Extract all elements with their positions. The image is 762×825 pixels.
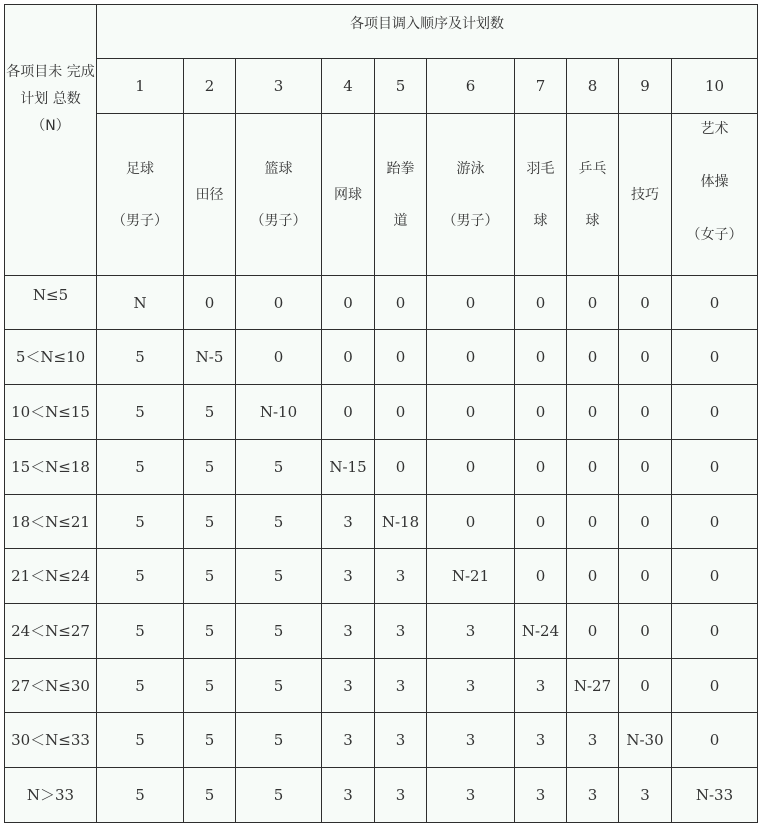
sport-name-line: （男子） xyxy=(250,212,307,229)
cell-value: 0 xyxy=(587,567,598,585)
sport-name-cell xyxy=(375,114,427,276)
value-cell xyxy=(184,713,236,768)
cell-value: 0 xyxy=(465,293,476,312)
cell-value: 0 xyxy=(343,348,353,366)
cell-value: 3 xyxy=(343,512,353,531)
value-cell xyxy=(97,385,184,440)
cell-value: 0 xyxy=(640,676,650,695)
sport-name-cell xyxy=(515,114,567,276)
cell-value: 0 xyxy=(395,458,406,476)
value-cell xyxy=(567,330,619,385)
value-cell xyxy=(236,440,322,495)
value-cell xyxy=(567,549,619,604)
value-cell xyxy=(236,549,322,604)
cell-value: 5 xyxy=(135,786,145,804)
value-cell xyxy=(672,659,758,713)
cell-value: 0 xyxy=(395,293,406,312)
cell-value: 0 xyxy=(587,512,598,531)
header-row-columns xyxy=(5,59,758,114)
cell-value: 0 xyxy=(640,512,650,531)
cell-value: 0 xyxy=(640,348,650,366)
cell-value: 5 xyxy=(273,458,284,476)
value-cell xyxy=(515,713,567,768)
cell-value: 5 xyxy=(273,567,284,585)
value-cell xyxy=(322,659,375,713)
cell-value: 0 xyxy=(709,458,720,476)
value-cell xyxy=(672,276,758,330)
value-cell xyxy=(567,713,619,768)
value-cell xyxy=(619,276,672,330)
value-cell xyxy=(515,330,567,385)
sport-name-cell xyxy=(427,114,515,276)
cell-value: 3 xyxy=(343,567,353,585)
value-cell xyxy=(184,276,236,330)
value-cell xyxy=(672,495,758,549)
column-number-cell xyxy=(515,59,567,114)
table-row xyxy=(5,276,758,330)
table-row xyxy=(5,440,758,495)
value-cell xyxy=(322,713,375,768)
sport-name-line: 技巧 xyxy=(631,186,659,203)
column-number-cell xyxy=(672,59,758,114)
column-number-cell xyxy=(322,59,375,114)
cell-value: 0 xyxy=(395,348,406,366)
cell-value: 5 xyxy=(273,786,284,804)
cell-value: 5 xyxy=(204,567,215,585)
cell-value: 3 xyxy=(343,622,353,640)
value-cell xyxy=(619,549,672,604)
value-cell xyxy=(515,276,567,330)
range-label: N＞33 xyxy=(26,786,75,804)
cell-value: 5 xyxy=(204,458,215,476)
cell-value: 0 xyxy=(587,458,598,476)
sport-name-line: 球 xyxy=(585,212,600,229)
column-number: 2 xyxy=(204,77,215,95)
cell-value: 3 xyxy=(395,786,406,804)
value-cell xyxy=(515,768,567,823)
top-header-title: 各项目调入顺序及计划数 xyxy=(350,16,504,32)
sport-name-cell xyxy=(97,114,184,276)
value-cell xyxy=(515,659,567,713)
value-cell xyxy=(97,330,184,385)
value-cell xyxy=(567,385,619,440)
value-cell xyxy=(619,604,672,659)
value-cell xyxy=(672,440,758,495)
cell-value: 0 xyxy=(465,458,476,476)
sport-name-line: 足球 xyxy=(126,160,154,177)
sport-name-line: （男子） xyxy=(112,212,168,229)
range-cell xyxy=(5,768,97,823)
cell-value: 0 xyxy=(535,512,546,531)
range-cell xyxy=(5,713,97,768)
column-number: 10 xyxy=(704,77,725,95)
value-cell xyxy=(97,604,184,659)
value-cell xyxy=(322,495,375,549)
cell-value: 3 xyxy=(640,786,650,804)
sport-name-line: 篮球 xyxy=(264,160,293,177)
value-cell xyxy=(322,768,375,823)
cell-value: 5 xyxy=(135,348,145,366)
value-cell xyxy=(322,549,375,604)
cell-value: 3 xyxy=(343,786,353,804)
value-cell xyxy=(236,604,322,659)
value-cell xyxy=(672,604,758,659)
cell-value: N-30 xyxy=(626,731,664,749)
value-cell xyxy=(375,768,427,823)
allocation-table xyxy=(4,4,758,823)
value-cell xyxy=(515,604,567,659)
cell-value: 5 xyxy=(135,512,145,531)
table-row xyxy=(5,385,758,440)
value-cell xyxy=(427,276,515,330)
value-cell xyxy=(427,549,515,604)
cell-value: N-27 xyxy=(573,676,612,695)
value-cell xyxy=(97,549,184,604)
range-cell xyxy=(5,440,97,495)
cell-value: 0 xyxy=(343,403,353,421)
value-cell xyxy=(427,440,515,495)
value-cell xyxy=(619,713,672,768)
cell-value: 5 xyxy=(204,512,215,531)
value-cell xyxy=(322,330,375,385)
value-cell xyxy=(184,330,236,385)
cell-value: 3 xyxy=(465,622,476,640)
table-row xyxy=(5,604,758,659)
value-cell xyxy=(515,440,567,495)
value-cell xyxy=(97,276,184,330)
cell-value: 0 xyxy=(465,512,476,531)
value-cell xyxy=(515,495,567,549)
cell-value: N-18 xyxy=(381,512,420,531)
value-cell xyxy=(619,440,672,495)
range-label: 5＜N≤10 xyxy=(15,348,86,366)
cell-value: 0 xyxy=(587,622,598,640)
table-row xyxy=(5,713,758,768)
value-cell xyxy=(184,768,236,823)
cell-value: 5 xyxy=(204,676,215,695)
cell-value: 3 xyxy=(535,731,546,749)
column-number-cell xyxy=(567,59,619,114)
value-cell xyxy=(619,768,672,823)
value-cell xyxy=(97,495,184,549)
cell-value: 0 xyxy=(587,403,598,421)
cell-value: 0 xyxy=(535,293,546,312)
cell-value: 0 xyxy=(535,403,546,421)
table-row xyxy=(5,549,758,604)
column-number: 5 xyxy=(395,77,406,95)
cell-value: 5 xyxy=(135,622,145,640)
cell-value: 0 xyxy=(640,622,650,640)
value-cell xyxy=(427,768,515,823)
sport-name-line: 网球 xyxy=(334,186,362,203)
cell-value: 5 xyxy=(135,567,145,585)
cell-value: 0 xyxy=(465,348,476,366)
cell-value: 3 xyxy=(343,731,353,749)
value-cell xyxy=(375,604,427,659)
column-number-cell xyxy=(97,59,184,114)
cell-value: 0 xyxy=(709,403,720,421)
sport-name-line: 球 xyxy=(533,212,548,229)
cell-value: 3 xyxy=(465,786,476,804)
value-cell xyxy=(672,768,758,823)
table-row xyxy=(5,768,758,823)
value-cell xyxy=(236,659,322,713)
top-header-cell xyxy=(97,5,758,59)
column-number-cell xyxy=(375,59,427,114)
column-number-cell xyxy=(236,59,322,114)
cell-value: 5 xyxy=(273,731,284,749)
range-cell xyxy=(5,549,97,604)
cell-value: 5 xyxy=(204,622,215,640)
column-number: 9 xyxy=(640,77,650,95)
cell-value: 0 xyxy=(273,293,284,312)
value-cell xyxy=(672,713,758,768)
sport-name-cell xyxy=(236,114,322,276)
range-label: 10＜N≤15 xyxy=(11,403,90,421)
value-cell xyxy=(236,713,322,768)
cell-value: 5 xyxy=(135,731,145,749)
value-cell xyxy=(427,385,515,440)
sport-name-cell xyxy=(619,114,672,276)
value-cell xyxy=(567,495,619,549)
sport-name-cell xyxy=(567,114,619,276)
cell-value: 0 xyxy=(709,731,720,749)
cell-value: 5 xyxy=(204,786,215,804)
value-cell xyxy=(236,385,322,440)
sport-name-cell xyxy=(322,114,375,276)
cell-value: 5 xyxy=(273,622,284,640)
cell-value: N-33 xyxy=(695,786,734,804)
value-cell xyxy=(567,276,619,330)
value-cell xyxy=(567,768,619,823)
sport-name-line: 游泳 xyxy=(456,160,485,177)
table-row xyxy=(5,659,758,713)
corner-header-cell xyxy=(5,5,97,276)
value-cell xyxy=(97,713,184,768)
cell-value: 3 xyxy=(587,786,598,804)
cell-value: 3 xyxy=(535,786,546,804)
value-cell xyxy=(375,495,427,549)
cell-value: 0 xyxy=(343,293,353,312)
range-cell xyxy=(5,604,97,659)
range-label: 15＜N≤18 xyxy=(11,458,90,476)
sport-name-line: 跆拳 xyxy=(386,160,415,177)
cell-value: 3 xyxy=(465,731,476,749)
sport-name-line: 体操 xyxy=(700,174,729,190)
value-cell xyxy=(184,495,236,549)
value-cell xyxy=(375,276,427,330)
value-cell xyxy=(97,768,184,823)
column-number: 6 xyxy=(465,77,476,95)
cell-value: 0 xyxy=(640,567,650,585)
value-cell xyxy=(375,659,427,713)
value-cell xyxy=(427,495,515,549)
cell-value: 3 xyxy=(395,622,406,640)
value-cell xyxy=(619,385,672,440)
cell-value: 0 xyxy=(709,293,720,312)
value-cell xyxy=(567,659,619,713)
sport-name-cell xyxy=(672,114,758,276)
range-label: 24＜N≤27 xyxy=(11,622,90,640)
cell-value: 0 xyxy=(204,293,215,312)
cell-value: 0 xyxy=(709,622,720,640)
column-number-cell xyxy=(427,59,515,114)
value-cell xyxy=(322,385,375,440)
cell-value: 0 xyxy=(709,512,720,531)
cell-value: 3 xyxy=(587,731,598,749)
cell-value: 0 xyxy=(535,458,546,476)
value-cell xyxy=(184,604,236,659)
cell-value: 3 xyxy=(395,567,406,585)
value-cell xyxy=(375,713,427,768)
value-cell xyxy=(236,495,322,549)
corner-header-line: 总数 xyxy=(52,91,81,107)
value-cell xyxy=(567,604,619,659)
cell-value: N-5 xyxy=(195,348,224,366)
cell-value: 5 xyxy=(135,458,145,476)
range-cell xyxy=(5,330,97,385)
cell-value: 3 xyxy=(395,731,406,749)
value-cell xyxy=(619,659,672,713)
cell-value: 0 xyxy=(640,293,650,312)
value-cell xyxy=(427,659,515,713)
range-label: 21＜N≤24 xyxy=(11,567,90,585)
value-cell xyxy=(236,276,322,330)
cell-value: 0 xyxy=(273,348,284,366)
cell-value: 5 xyxy=(135,676,145,695)
cell-value: 3 xyxy=(465,676,476,695)
value-cell xyxy=(184,385,236,440)
cell-value: 5 xyxy=(204,403,215,421)
range-cell xyxy=(5,385,97,440)
cell-value: 5 xyxy=(273,512,284,531)
sport-name-line: 羽毛 xyxy=(526,160,555,177)
column-number: 8 xyxy=(587,77,598,95)
value-cell xyxy=(672,549,758,604)
corner-header-line: 各项目未 xyxy=(6,64,63,80)
cell-value: 3 xyxy=(395,676,406,695)
value-cell xyxy=(322,440,375,495)
cell-value: 0 xyxy=(640,403,650,421)
value-cell xyxy=(619,330,672,385)
cell-value: 0 xyxy=(709,567,720,585)
cell-value: 5 xyxy=(204,731,215,749)
value-cell xyxy=(184,659,236,713)
corner-header-line: （N） xyxy=(31,118,70,134)
value-cell xyxy=(236,768,322,823)
column-number: 4 xyxy=(343,77,353,95)
range-label: N≤5 xyxy=(32,286,69,304)
cell-value: 5 xyxy=(135,403,145,421)
range-label: 18＜N≤21 xyxy=(11,512,90,531)
value-cell xyxy=(322,276,375,330)
value-cell xyxy=(236,330,322,385)
table-row xyxy=(5,330,758,385)
value-cell xyxy=(97,440,184,495)
value-cell xyxy=(619,495,672,549)
cell-value: 5 xyxy=(273,676,284,695)
table-row xyxy=(5,495,758,549)
value-cell xyxy=(375,385,427,440)
column-number-cell xyxy=(184,59,236,114)
cell-value: N-10 xyxy=(259,403,298,421)
cell-value: 3 xyxy=(535,676,546,695)
range-cell xyxy=(5,659,97,713)
value-cell xyxy=(375,549,427,604)
header-row-title xyxy=(5,5,758,59)
value-cell xyxy=(515,549,567,604)
column-number: 3 xyxy=(273,77,284,95)
cell-value: 0 xyxy=(535,567,546,585)
corner-header-line: 完成计划 xyxy=(20,64,95,107)
range-label: 27＜N≤30 xyxy=(11,676,90,695)
sport-name-line: 艺术 xyxy=(700,121,729,137)
value-cell xyxy=(567,440,619,495)
value-cell xyxy=(184,440,236,495)
value-cell xyxy=(184,549,236,604)
cell-value: 3 xyxy=(343,676,353,695)
value-cell xyxy=(427,330,515,385)
cell-value: N xyxy=(133,293,147,312)
range-cell xyxy=(5,495,97,549)
value-cell xyxy=(375,330,427,385)
cell-value: N-24 xyxy=(521,622,560,640)
value-cell xyxy=(375,440,427,495)
sport-name-line: （女子） xyxy=(686,227,743,243)
cell-value: N-21 xyxy=(451,567,490,585)
value-cell xyxy=(97,659,184,713)
header-row-sports xyxy=(5,114,758,276)
value-cell xyxy=(672,330,758,385)
sport-name-line: 道 xyxy=(393,212,408,229)
value-cell xyxy=(515,385,567,440)
range-label: 30＜N≤33 xyxy=(11,731,90,749)
cell-value: N-15 xyxy=(329,458,367,476)
cell-value: 0 xyxy=(640,458,650,476)
value-cell xyxy=(427,713,515,768)
cell-value: 0 xyxy=(587,348,598,366)
value-cell xyxy=(427,604,515,659)
sport-name-line: （男子） xyxy=(442,212,499,229)
cell-value: 0 xyxy=(709,348,720,366)
sport-name-cell xyxy=(184,114,236,276)
cell-value: 0 xyxy=(395,403,406,421)
cell-value: 0 xyxy=(535,348,546,366)
column-number: 1 xyxy=(135,77,145,95)
column-number: 7 xyxy=(535,77,546,95)
cell-value: 0 xyxy=(465,403,476,421)
cell-value: 0 xyxy=(587,293,598,312)
range-cell xyxy=(5,276,97,330)
value-cell xyxy=(322,604,375,659)
sport-name-line: 田径 xyxy=(195,186,224,203)
column-number-cell xyxy=(619,59,672,114)
value-cell xyxy=(672,385,758,440)
cell-value: 0 xyxy=(709,676,720,695)
sport-name-line: 乒乓 xyxy=(578,160,607,177)
